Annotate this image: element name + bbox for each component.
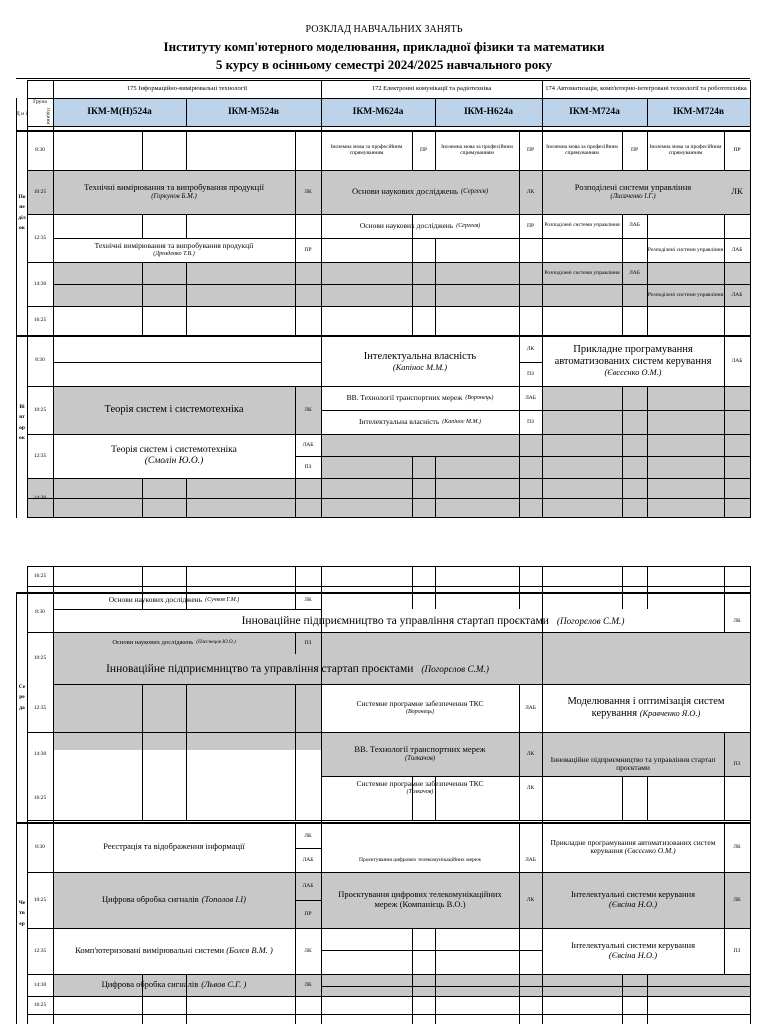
specialty-172: 172 Електронні комунікації та радіотехніка [371,85,492,93]
grid-line [142,478,143,518]
grid-line [27,586,750,587]
lesson-type: ПР [304,246,312,253]
block-shaded [542,632,750,684]
lesson-systems-theory: Теорія систем і системотехніка [104,404,244,416]
header-line-3: 5 курсу в осінньому семестрі 2024/2025 навчального року [215,57,553,72]
lesson-basics-research [321,214,519,238]
grid-line [295,684,296,820]
time-1430: 14:30 [33,981,47,988]
lesson-distributed-systems: Розподілені системи управління [544,269,620,276]
lesson-type: ЛК [731,186,743,197]
lesson-title: Інноваційне підприємництво та управління стартап проєктами [241,614,549,627]
lesson-type: ЛК [304,981,312,988]
grid-line [186,478,187,518]
lesson-foreign-language: Іноземна мова за професійним спрямуванням [330,143,403,156]
lesson-type: ЛК [304,597,312,604]
lesson-intelligent-control [542,872,724,928]
grid-line [647,974,648,1024]
grid-line [647,386,648,518]
lesson-teacher: (Болєв В.М. ) [226,945,273,956]
grid-line [622,566,623,609]
time-1025: 10:25 [33,654,47,661]
lesson-teacher: (Толкачов) [406,788,434,795]
lesson-teacher: (Капінос М.М.) [392,362,448,372]
grid-line [647,214,648,336]
lesson-teacher: (Лисаченко І.Г.) [610,192,656,200]
grid-line [16,592,17,1024]
lesson-type: ПР [630,146,639,153]
time-1025: 10:25 [33,896,47,903]
lesson-type: ЛК [526,896,535,903]
group-ikm-m724a: ІКМ-М724а [569,106,620,117]
days-column-label: Д н і [16,110,27,117]
grid-line [295,130,296,170]
time-1025: 10:25 [33,188,47,195]
grid-line [647,566,648,609]
grid-line [27,306,750,307]
lesson-type: ЛК [526,188,535,195]
grid-line [27,126,750,127]
lesson-title: Системне програмне забезпечення ТКС [356,699,484,709]
lesson-type: ЛК [304,188,312,195]
lesson-digital-network-design [321,872,519,928]
time-1025: 10:25 [33,406,47,413]
day-tuesday: Вівторок [19,404,25,442]
lesson-digital-signal-processing [53,872,295,928]
grid-line [519,456,520,518]
lesson-teacher: (Сергеєв) [460,188,488,196]
grid-line [647,776,648,820]
time-830: 8:30 [35,357,45,364]
time-830: 8:30 [35,843,45,850]
lesson-type: ЛАБ [302,882,314,889]
time-1235: 12:35 [33,234,47,241]
lesson-type: ПЗ [733,947,741,954]
grid-line [27,478,750,479]
grid-line [435,456,436,518]
time-1625: 16:25 [33,1001,47,1008]
grid-line [53,362,321,363]
lesson-title: Основи наукових досліджень [352,186,458,197]
lesson-title: Моделювання і оптимізація систем керування [567,696,725,719]
title-underline [16,78,750,79]
cell-shaded [321,986,750,996]
lesson-type: ЛАБ [525,856,536,863]
lesson-basics-research [321,170,519,214]
time-830: 8:30 [35,608,45,615]
lesson-info-registration: Реєстрація та відображення інформації [103,841,245,852]
lesson-teacher: (Тополов І.І) [201,894,246,905]
grid-line [321,456,750,457]
grid-line [27,1014,750,1015]
lesson-applied-programming [542,337,724,386]
time-1235: 12:35 [33,704,47,711]
lesson-type: ПЗ [733,760,741,767]
lesson-system-software [321,684,519,732]
lesson-teacher: (Воронець) [465,394,494,401]
lesson-title: ВВ. Технології транспортних мереж [346,392,463,402]
grid-line [186,262,187,336]
lesson-teacher: (Толкачов) [404,754,436,762]
grid-line [622,386,623,518]
lesson-distributed-systems [542,170,724,214]
lesson-title: Основи наукових досліджень [108,595,203,605]
lesson-type: ЛК [733,617,741,624]
lesson-distributed-systems: Розподілені системи управління [647,246,724,253]
grid-line [622,776,623,820]
lesson-intelligent-control [542,928,724,974]
lesson-title: Прикладне програмування автоматизованих систем керування [554,343,712,367]
grid-line [435,928,436,1024]
lesson-type: ПР [733,146,741,153]
lesson-tech-measurements [53,170,295,214]
lesson-type: ЛАБ [629,269,640,276]
schedule-table-part-2 [0,566,768,1024]
lesson-digital-signal-processing [53,974,295,996]
time-1625: 16:25 [33,317,47,324]
cell-shaded [321,974,750,986]
grid-line [142,214,143,238]
lesson-type: ПР [526,222,535,229]
grid-line [519,566,520,609]
grid-line [412,566,413,609]
time-1430: 14:30 [33,494,47,501]
lesson-type: ЛАБ [731,291,743,298]
lesson-teacher: (Євсєєнко О.М.) [604,368,662,378]
lesson-teacher: (Євсіна Н.О.) [608,899,658,909]
grid-line [750,80,751,518]
lesson-foreign-language: Іноземна мова за професійним спрямуванням [441,143,513,156]
lesson-distributed-systems: Розподілені системи управління [647,291,724,298]
lesson-type: ЛК [304,832,312,839]
grid-line [186,684,187,820]
group-ikm-mn524a: ІКМ-М(Н)524а [87,106,152,117]
lesson-title: Комп'ютеризовані вимірювальні системи [75,945,225,956]
grid-line [750,566,751,1024]
day-wednesday: Середа [18,684,26,711]
lesson-title: Технічні вимірювання та випробування продукції [94,241,254,251]
schedule-table-part-1 [0,80,768,518]
grid-line [622,974,623,1024]
lesson-title: Інтелектуальні системи керування [570,889,696,900]
lesson-title: Інноваційне підприємництво та управління стартап проєктами [106,662,414,675]
lesson-title: ВВ. Технології транспортних мереж [354,744,486,755]
lesson-title: Основи наукових досліджень [359,220,454,230]
lesson-teacher: (Воронець) [405,708,435,715]
lesson-type: ЛК [733,843,741,850]
time-830: 8:30 [35,146,45,153]
lesson-basics-research [53,592,295,609]
lesson-intellectual-property [321,337,519,386]
lesson-teacher: (Сергеєв) [456,222,481,229]
grid-line [27,566,750,567]
group-ikm-m724v: ІКМ-М724в [672,106,725,117]
lesson-title: Прикладне програмування автоматизованих систем керування [550,837,716,855]
lesson-type: ПР [526,146,535,153]
lesson-title: Цифрова обробка сигналів [101,979,199,990]
specialty-175: 175 Інформаційно-вимірювальні технології [126,85,248,93]
lesson-innovative-entrepreneurship: Інноваційне підприємництво та управління стартап проєктами [550,754,716,772]
grid-line [27,498,750,499]
group-ikm-n624a: ІКМ-Н624а [463,106,514,117]
grid-line [321,950,542,951]
grid-line [16,98,17,518]
lesson-systems-theory [53,434,295,478]
grid-line [724,214,725,336]
grid-line [435,566,436,609]
lesson-type: ЛАБ [629,221,640,228]
time-label: години [45,107,52,125]
lesson-foreign-language: Іноземна мова за професійним спрямуванням [649,143,722,156]
lesson-type: ЛАБ [731,246,743,253]
lesson-modeling-optimization [542,684,750,732]
lesson-digital-network-design: Проєктування цифрових телекомунікаційних мереж [358,856,482,863]
time-1235: 12:35 [33,947,47,954]
time-1625: 16:25 [33,794,47,801]
day-monday: Понеділок [18,194,26,232]
lesson-type: ЛК [304,947,312,954]
lesson-type: ПР [304,910,312,917]
lesson-type: ЛК [304,406,312,413]
lesson-title: Інтелектуальна власність [363,350,477,362]
lesson-type: ПЗ [304,639,312,646]
grid-line [186,130,187,170]
grid-line [142,130,143,170]
lesson-tech-measurements [53,238,295,262]
lesson-teacher: (Смолін Ю.О.) [144,456,204,466]
lesson-vv-transport-networks [321,386,519,410]
grid-line [27,820,750,821]
lesson-type: ЛАБ [525,704,536,711]
grid-line [321,986,750,987]
lesson-type: ЛАБ [302,856,314,863]
group-ikm-m524v: ІКМ-М524в [227,106,280,117]
lesson-foreign-language: Іноземна мова за професійним спрямуванням [546,143,618,156]
header-line-2: Інституту комп'ютерного моделювання, прикладної фізики та математики [163,39,605,54]
lesson-type: ЛАБ [302,441,314,448]
day-thursday: Четвер [18,900,26,927]
grid-line [53,284,750,285]
lesson-teacher: (Євсіна Н.О.) [608,950,658,960]
lesson-title: Проєктування цифрових телекомунікаційних мереж [338,889,502,909]
grid-line [412,928,413,1024]
grid-line [186,214,187,238]
lesson-teacher: (Капінос М.М.) [442,418,482,425]
lesson-basics-research [53,632,295,654]
lesson-teacher: (Компанієць В.О.) [399,899,466,909]
lesson-type: ЛАБ [731,358,743,365]
lesson-teacher: (Львов С.Г. ) [201,979,247,990]
lesson-computerized-measuring [53,928,295,974]
grid-line [142,262,143,336]
grid-line [412,456,413,518]
lesson-system-software [321,776,519,800]
lesson-teacher: (Погорєлов С.М.) [556,615,625,626]
lesson-innovative-entrepreneurship [142,610,724,632]
lesson-type: ЛАБ [525,394,536,401]
grid-line [724,386,725,518]
grid-line [142,684,143,820]
time-1430: 14:30 [33,280,47,287]
lesson-innovative-entrepreneurship [53,654,542,684]
grid-line [435,238,436,336]
lesson-teacher: (Погорєлов С.М.) [421,663,489,674]
group-label: Група [33,98,47,105]
time-1430: 14:30 [33,750,47,757]
lesson-type: ПР [419,146,428,153]
lesson-applied-programming [542,822,724,872]
lesson-type: ЛК [526,784,535,791]
grid-line [295,214,296,336]
lesson-title: Цифрова обробка сигналів [102,894,199,905]
lesson-teacher: (Сучков Г.М.) [205,597,240,604]
lesson-teacher: (Дрозденко Т.В.) [153,250,195,257]
time-1625: 16:25 [33,572,47,579]
lesson-teacher: (Євсєєнко О.М.) [624,846,676,855]
lesson-teacher: (Плєснецов Ю.О.) [196,639,236,646]
time-1235: 12:35 [33,452,47,459]
grid-line [724,732,725,820]
lesson-type: ЛК [526,346,535,353]
grid-line [27,996,750,997]
lesson-type: ПЗ [527,418,534,425]
lesson-title: Системне програмне забезпечення ТКС [356,779,484,789]
lesson-title: Інтелектуальні системи керування [570,940,696,951]
header-line-1: РОЗКЛАД НАВЧАЛЬНИХ ЗАНЯТЬ [305,24,463,35]
lesson-teacher: (Кравченко Я.О.) [639,709,701,718]
lesson-type: ЛК [526,750,535,757]
lesson-teacher: (Горкунов Б.М.) [151,192,197,200]
grid-line [27,517,750,518]
grid-line [519,928,520,1024]
lesson-type: ЛК [733,896,741,903]
lesson-intellectual-property [321,410,519,434]
lesson-type: ПЗ [304,463,312,470]
lesson-title: Інтелектуальна власність [358,416,440,426]
lesson-title: Технічні вимірювання та випробування продукції [84,182,264,193]
specialty-174: 174 Автоматизація, комп'ютерно-інтегровані технології та робототехніка [545,85,747,93]
group-ikm-m624a: ІКМ-М624а [352,106,404,117]
lesson-type: ПЗ [527,370,534,377]
lesson-vv-transport-networks [321,732,519,776]
lesson-title: Основи наукових досліджень [112,639,194,647]
lesson-distributed-systems: Розподілені системи управління [544,221,620,228]
lesson-title: Теорія систем і системотехніка [111,445,237,456]
lesson-title: Розподілені системи управління [574,182,692,193]
